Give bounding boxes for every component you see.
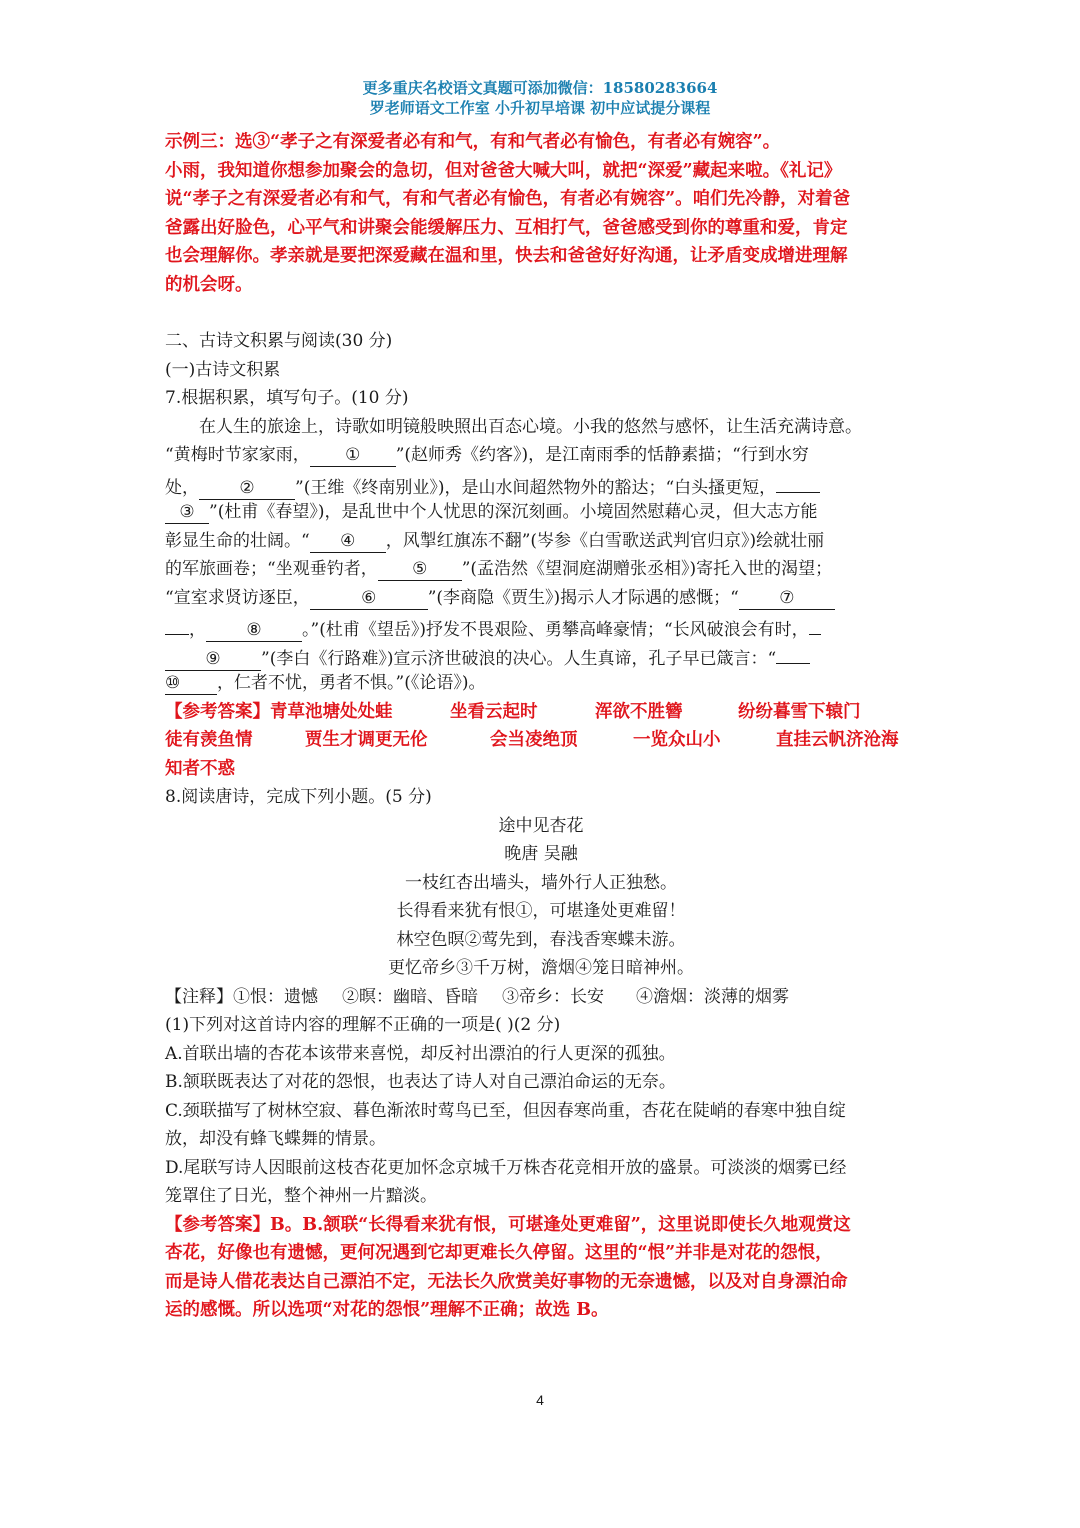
answer-item: 青草池塘处处蛙: [270, 701, 393, 722]
q7-text: “宣室求贤访逐臣，: [165, 587, 310, 608]
blank-1[interactable]: ①: [310, 444, 396, 467]
subsection-title: (一)古诗文积累: [165, 359, 281, 380]
blank-9[interactable]: ⑨: [165, 648, 261, 671]
q7-text: ”(李白《行路难》)宣示济世破浪的决心。人生真谛，孔子早已箴言：“: [261, 648, 777, 669]
q7-text: 处，: [165, 477, 199, 498]
blank-3[interactable]: ③: [165, 501, 209, 524]
blank-6[interactable]: ⑥: [310, 587, 428, 610]
blank-3-start[interactable]: [776, 470, 820, 493]
q7-text: ”(李商隐《贾生》)揭示人才际遇的感慨；“: [427, 587, 739, 608]
answer-item: 贾生才调更无伦: [305, 730, 428, 750]
q7-passage-line: [165, 498, 917, 527]
q7-passage-line: [165, 641, 917, 670]
blank-2[interactable]: ②: [199, 477, 295, 500]
answer-item: 会当凌绝顶: [490, 730, 578, 750]
note-item: ③帝乡：长安: [502, 986, 604, 1007]
q8-answer-line: 运的感慨。所以选项“对花的怨恨”理解不正确；故选 B。: [165, 1300, 609, 1320]
poem-line: 更忆帝乡③千万树，澹烟④笼日暗神州。: [388, 958, 694, 978]
header-wechat-line: 更多重庆名校语文真题可添加微信：18580283664: [362, 79, 718, 97]
q7-text: ”(孟浩然《望洞庭湖赠张丞相》)寄托入世的渴望；: [461, 559, 833, 579]
blank-4[interactable]: ④: [310, 530, 386, 553]
q7-passage-line: [165, 584, 917, 613]
q7-text: 在人生的旅途上，诗歌如明镜般映照出百态心境。小我的悠然与感怀，让生活充满诗意。: [199, 416, 862, 437]
q7-answer-row: [165, 698, 917, 727]
q7-text: ”(杜甫《春望》)，是乱世中个人忧思的深沉刻画。小境固然慰藉心灵，但大志方能: [209, 502, 818, 522]
answer-item: 坐看云起时: [450, 701, 538, 722]
note-item: ②暝：幽暗、昏暗: [342, 986, 478, 1007]
q7-text: 彰显生命的壮阔。“: [165, 530, 310, 551]
q7-passage-line: [165, 441, 917, 470]
note-item: 【注释】①恨：遗憾: [165, 986, 318, 1007]
blank-9-start[interactable]: [809, 612, 821, 635]
q7-text: ”(赵师秀《约客》)，是江南雨季的恬静素描；“行到水穷: [395, 445, 809, 465]
poem-notes: [165, 983, 917, 1012]
answer-item: 直挂云帆济沧海: [776, 730, 899, 750]
page-header: [0, 78, 1080, 118]
q7-text: ，仁者不忧，勇者不惧。”(《论语》)。: [217, 673, 486, 693]
poem-line: 林空色暝②莺先到，春浅香寒蝶未游。: [396, 929, 686, 950]
q7-passage-line: [165, 555, 917, 584]
q7-text: ，: [189, 620, 206, 640]
q7-answer-row: [165, 726, 917, 755]
question-8-title: 8.阅读唐诗，完成下列小题。(5 分): [165, 787, 432, 807]
page-number: 4: [536, 1392, 544, 1408]
q8-answer-line: 杏花，好像也有遗憾，更何况遇到它却更难长久停留。这里的“恨”并非是对花的怨恨，: [165, 1243, 833, 1263]
option-d-cont[interactable]: 笼罩住了日光，整个神州一片黯淡。: [165, 1186, 437, 1206]
blank-7-end[interactable]: [165, 612, 189, 635]
example3-line: 小雨，我知道你想参加聚会的急切，但对爸爸大喊大叫，就把“深爱”藏起来啦。《礼记》: [165, 160, 842, 181]
q7-passage-line: [165, 669, 917, 698]
q7-text: 。”(杜甫《望岳》)抒发不畏艰险、勇攀高峰豪情；“长风破浪会有时，: [302, 620, 809, 640]
option-a[interactable]: A.首联出墙的杏花本该带来喜悦，却反衬出漂泊的行人更深的孤独。: [165, 1043, 676, 1064]
option-b[interactable]: B.颔联既表达了对花的怨恨，也表达了诗人对自己漂泊命运的无奈。: [165, 1072, 676, 1092]
option-c-cont[interactable]: 放，却没有蜂飞蝶舞的情景。: [165, 1129, 386, 1149]
answer-item: 纷纷暮雪下辕门: [738, 701, 861, 722]
q7-text: “黄梅时节家家雨，: [165, 445, 310, 465]
blank-8[interactable]: ⑧: [206, 619, 302, 642]
q7-passage-line: [165, 612, 917, 641]
example3-line: 爸露出好脸色，心平气和讲聚会能缓解压力、互相打气，爸爸感受到你的尊重和爱，肯定: [165, 217, 848, 238]
option-c[interactable]: C.颈联描写了树林空寂、暮色渐浓时莺鸟已至，但因春寒尚重，杏花在陡峭的春寒中独自绽: [165, 1100, 846, 1121]
answer-label: 【参考答案】: [165, 701, 270, 722]
answer-item: 一览众山小: [633, 730, 721, 750]
note-item: ④澹烟：淡薄的烟雾: [636, 986, 789, 1007]
poem-author: 晚唐 吴融: [504, 844, 578, 864]
question-7-title: 7.根据积累，填写句子。(10 分): [165, 388, 409, 408]
poem-line: 长得看来犹有恨①，可堪逢处更难留！: [396, 901, 686, 921]
q7-answer-row: [165, 755, 917, 784]
answer-item: 知者不惑: [165, 758, 235, 779]
example3-line: 也会理解你。孝亲就是要把深爱藏在温和里，快去和爸爸好好沟通，让矛盾变成增进理解: [165, 246, 848, 266]
example3-title: 示例三：选③“孝子之有深爱者必有和气，有和气者必有愉色，有者必有婉容”。: [165, 132, 781, 152]
q7-passage-line: [165, 470, 917, 499]
q8-answer-line: 【参考答案】B。B.颔联“长得看来犹有恨，可堪逢处更难留”，这里说即使长久地观赏这: [165, 1214, 851, 1235]
answer-item: 徒有羡鱼情: [165, 730, 253, 750]
example3-line: 的机会呀。: [165, 274, 253, 295]
q7-text: 的军旅画卷；“坐观垂钓者，: [165, 559, 378, 579]
document-content: [165, 128, 917, 1325]
poem-title: 途中见杏花: [498, 815, 584, 836]
section-title: 二、古诗文积累与阅读(30 分): [165, 331, 393, 351]
example3-line: 说“孝子之有深爱者必有和气，有和气者必有愉色，有者必有婉容”。咱们先冷静，对着爸: [165, 189, 851, 209]
q8-answer-line: 而是诗人借花表达自己漂泊不定，无法长久欣赏美好事物的无奈遗憾，以及对自身漂泊命: [165, 1271, 848, 1292]
blank-10-start[interactable]: [776, 641, 810, 664]
blank-7[interactable]: ⑦: [739, 587, 835, 610]
option-d[interactable]: D.尾联写诗人因眼前这枝杏花更加怀念京城千万株杏花竞相开放的盛景。可淡淡的烟雾已经: [165, 1157, 847, 1178]
q7-passage-line: [165, 413, 917, 442]
q7-text: ”(王维《终南别业》)，是山水间超然物外的豁达；“白头搔更短，: [295, 477, 777, 498]
poem-line: 一枝红杏出墙头，墙外行人正独愁。: [405, 872, 677, 893]
q7-passage-line: [165, 527, 917, 556]
blank-5[interactable]: ⑤: [378, 558, 462, 581]
question-8-sub1: (1)下列对这首诗内容的理解不正确的一项是( )(2 分): [165, 1015, 561, 1035]
answer-item: 浑欲不胜簪: [595, 701, 683, 722]
blank-10[interactable]: ⑩: [165, 672, 217, 695]
header-studio-line: 罗老师语文工作室 小升初早培课 初中应试提分课程: [369, 99, 711, 117]
q7-text: ，风掣红旗冻不翻”(岑参《白雪歌送武判官归京》)绘就壮丽: [385, 530, 825, 551]
